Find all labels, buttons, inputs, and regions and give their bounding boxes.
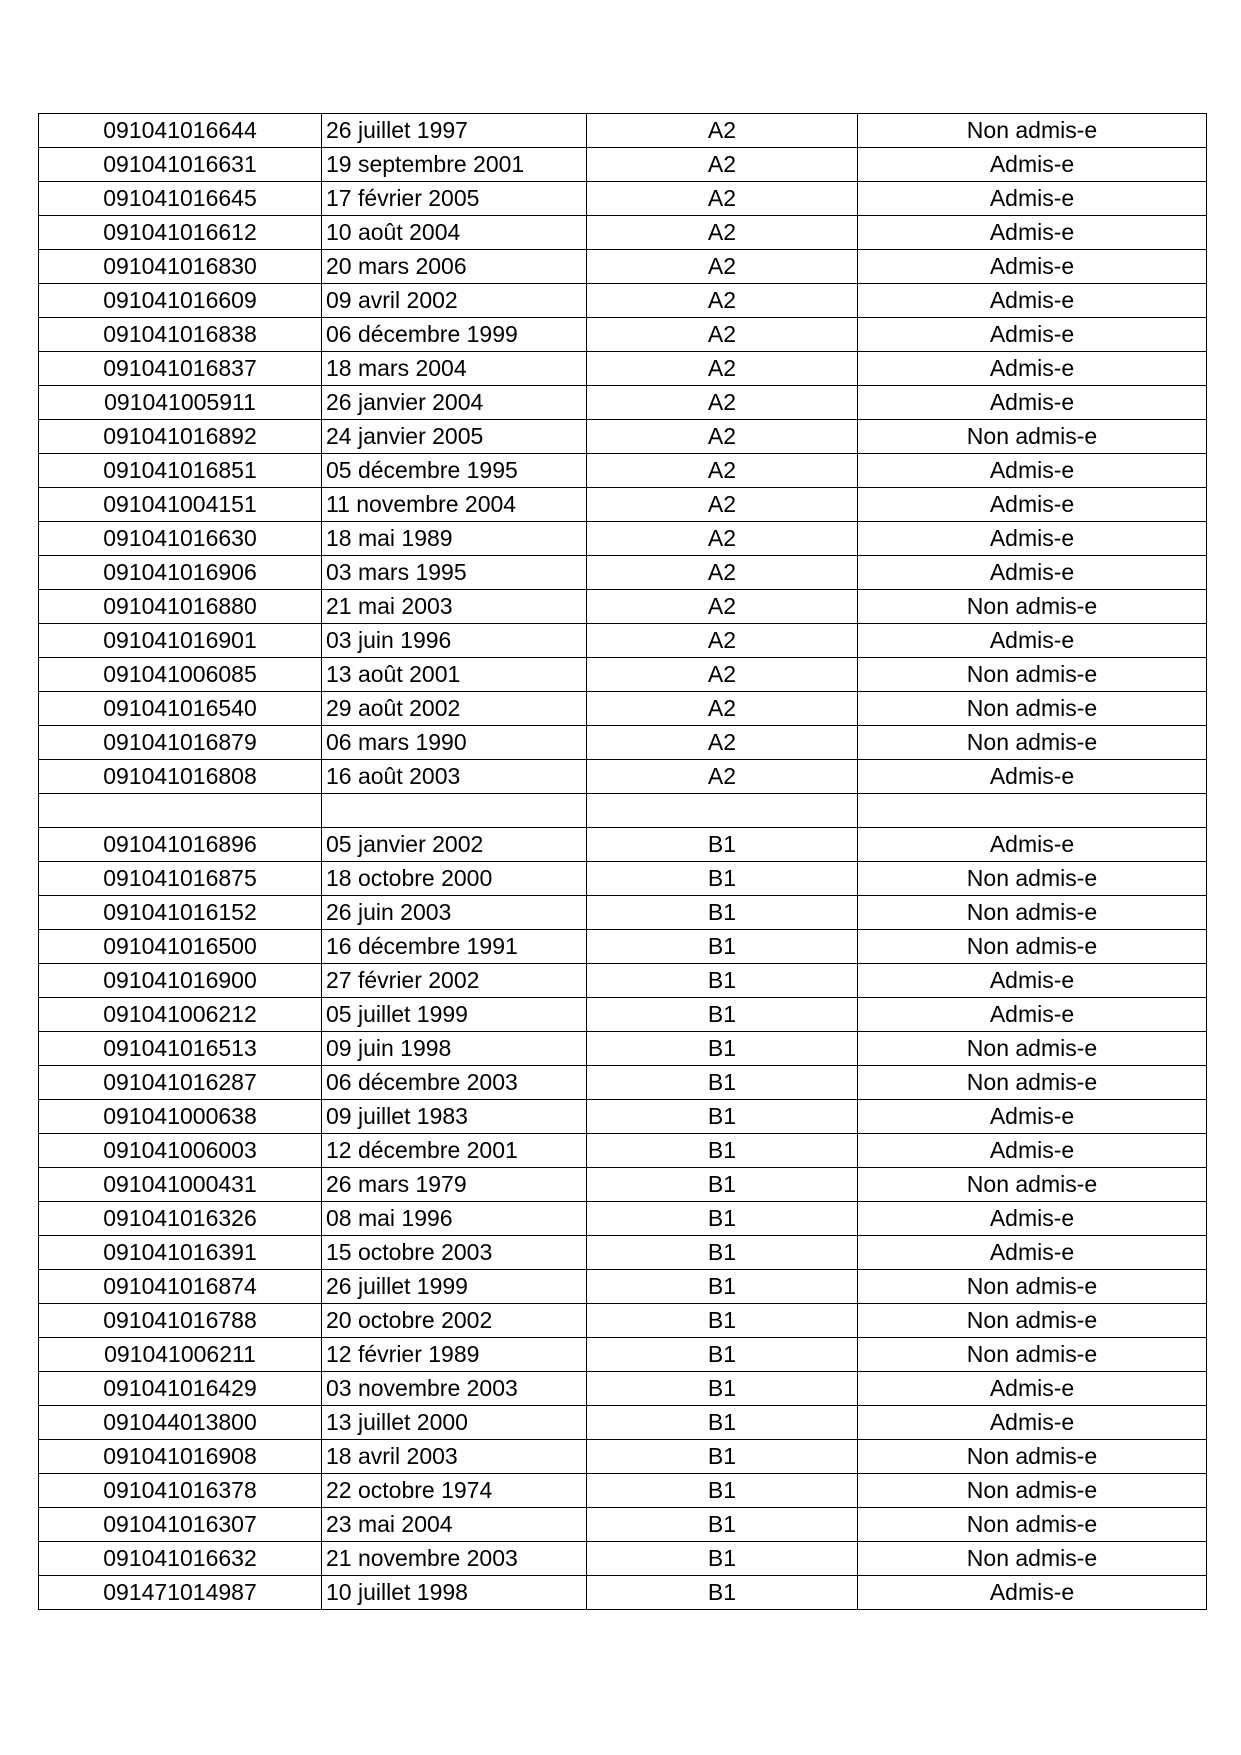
result-cell: Non admis-e [858,1474,1207,1508]
birth-date-cell: 18 avril 2003 [322,1440,587,1474]
level-cell: B1 [587,1270,858,1304]
table-row [39,1440,1207,1474]
level-cell: A2 [587,692,858,726]
result-cell: Non admis-e [858,658,1207,692]
level-cell: A2 [587,420,858,454]
level-cell: B1 [587,862,858,896]
table-row [39,522,1207,556]
table-row [39,692,1207,726]
birth-date-cell: 15 octobre 2003 [322,1236,587,1270]
table-row [39,828,1207,862]
table-row [39,420,1207,454]
result-cell: Admis-e [858,1576,1207,1610]
candidate-id-cell: 091471014987 [39,1576,322,1610]
result-cell: Admis-e [858,964,1207,998]
level-cell: B1 [587,1168,858,1202]
table-row [39,1406,1207,1440]
birth-date-cell: 06 mars 1990 [322,726,587,760]
birth-date-cell: 03 mars 1995 [322,556,587,590]
candidate-id-cell: 091041016540 [39,692,322,726]
level-cell: B1 [587,964,858,998]
result-cell: Admis-e [858,454,1207,488]
candidate-id-cell: 091041016879 [39,726,322,760]
result-cell: Non admis-e [858,1338,1207,1372]
candidate-id-cell: 091041016908 [39,1440,322,1474]
result-cell: Non admis-e [858,1168,1207,1202]
table-row [39,318,1207,352]
result-cell: Non admis-e [858,1304,1207,1338]
birth-date-cell: 18 mars 2004 [322,352,587,386]
level-cell: A2 [587,624,858,658]
table-row [39,1304,1207,1338]
result-cell: Admis-e [858,760,1207,794]
table-row [39,658,1207,692]
result-cell: Non admis-e [858,896,1207,930]
table-row [39,216,1207,250]
level-cell: A2 [587,114,858,148]
candidate-id-cell: 091041016851 [39,454,322,488]
birth-date-cell: 10 août 2004 [322,216,587,250]
level-cell: A2 [587,726,858,760]
candidate-id-cell: 091041006003 [39,1134,322,1168]
birth-date-cell: 03 juin 1996 [322,624,587,658]
level-cell: B1 [587,1100,858,1134]
table-row [39,624,1207,658]
level-cell: B1 [587,998,858,1032]
level-cell: B1 [587,828,858,862]
table-row [39,1338,1207,1372]
table-row [39,1100,1207,1134]
result-cell: Admis-e [858,148,1207,182]
candidate-id-cell: 091041016500 [39,930,322,964]
level-cell: B1 [587,1508,858,1542]
table-row [39,1066,1207,1100]
result-cell: Admis-e [858,1202,1207,1236]
candidate-id-cell: 091041006211 [39,1338,322,1372]
birth-date-cell: 17 février 2005 [322,182,587,216]
table-row [39,1576,1207,1610]
result-cell: Admis-e [858,1134,1207,1168]
birth-date-cell: 19 septembre 2001 [322,148,587,182]
table-row [39,1236,1207,1270]
result-cell: Non admis-e [858,114,1207,148]
level-cell: B1 [587,1372,858,1406]
birth-date-cell: 08 mai 1996 [322,1202,587,1236]
birth-date-cell: 13 juillet 2000 [322,1406,587,1440]
results-table-body [39,114,1207,1610]
result-cell: Admis-e [858,182,1207,216]
candidate-id-cell: 091041016152 [39,896,322,930]
birth-date-cell: 26 juillet 1997 [322,114,587,148]
candidate-id-cell: 091041016632 [39,1542,322,1576]
birth-date-cell: 22 octobre 1974 [322,1474,587,1508]
birth-date-cell: 23 mai 2004 [322,1508,587,1542]
result-cell: Non admis-e [858,726,1207,760]
birth-date-cell: 09 avril 2002 [322,284,587,318]
table-row [39,1168,1207,1202]
table-row [39,964,1207,998]
table-row [39,488,1207,522]
birth-date-cell: 05 décembre 1995 [322,454,587,488]
result-cell: Non admis-e [858,1270,1207,1304]
table-row [39,726,1207,760]
birth-date-cell: 26 juin 2003 [322,896,587,930]
result-cell [858,794,1207,828]
result-cell: Non admis-e [858,1542,1207,1576]
birth-date-cell: 21 mai 2003 [322,590,587,624]
result-cell: Admis-e [858,352,1207,386]
table-row [39,182,1207,216]
level-cell: A2 [587,182,858,216]
table-row [39,1270,1207,1304]
candidate-id-cell: 091041016830 [39,250,322,284]
birth-date-cell: 05 juillet 1999 [322,998,587,1032]
candidate-id-cell: 091041016429 [39,1372,322,1406]
level-cell: A2 [587,590,858,624]
candidate-id-cell: 091041016326 [39,1202,322,1236]
level-cell: B1 [587,1406,858,1440]
candidate-id-cell: 091041005911 [39,386,322,420]
candidate-id-cell: 091041006085 [39,658,322,692]
result-cell: Non admis-e [858,420,1207,454]
birth-date-cell: 27 février 2002 [322,964,587,998]
level-cell: A2 [587,352,858,386]
level-cell: A2 [587,318,858,352]
table-row [39,454,1207,488]
candidate-id-cell: 091041016378 [39,1474,322,1508]
birth-date-cell: 24 janvier 2005 [322,420,587,454]
table-row [39,760,1207,794]
table-row [39,590,1207,624]
birth-date-cell: 09 juin 1998 [322,1032,587,1066]
level-cell: B1 [587,930,858,964]
birth-date-cell: 20 octobre 2002 [322,1304,587,1338]
level-cell: A2 [587,556,858,590]
birth-date-cell: 21 novembre 2003 [322,1542,587,1576]
level-cell: A2 [587,250,858,284]
candidate-id-cell: 091041016612 [39,216,322,250]
table-row [39,1372,1207,1406]
candidate-id-cell: 091041016838 [39,318,322,352]
birth-date-cell: 26 janvier 2004 [322,386,587,420]
birth-date-cell: 03 novembre 2003 [322,1372,587,1406]
result-cell: Admis-e [858,284,1207,318]
result-cell: Admis-e [858,250,1207,284]
level-cell: B1 [587,1338,858,1372]
candidate-id-cell: 091041016892 [39,420,322,454]
result-cell: Admis-e [858,1236,1207,1270]
result-cell: Non admis-e [858,1508,1207,1542]
level-cell: A2 [587,488,858,522]
level-cell: B1 [587,1474,858,1508]
candidate-id-cell: 091041016900 [39,964,322,998]
birth-date-cell: 29 août 2002 [322,692,587,726]
candidate-id-cell: 091041016609 [39,284,322,318]
table-row [39,250,1207,284]
table-row [39,1474,1207,1508]
table-row [39,862,1207,896]
candidate-id-cell: 091041016630 [39,522,322,556]
birth-date-cell: 10 juillet 1998 [322,1576,587,1610]
level-cell: B1 [587,1542,858,1576]
birth-date-cell: 05 janvier 2002 [322,828,587,862]
birth-date-cell: 12 décembre 2001 [322,1134,587,1168]
birth-date-cell: 20 mars 2006 [322,250,587,284]
candidate-id-cell: 091041016287 [39,1066,322,1100]
birth-date-cell: 12 février 1989 [322,1338,587,1372]
level-cell: B1 [587,1440,858,1474]
candidate-id-cell: 091041000638 [39,1100,322,1134]
result-cell: Admis-e [858,998,1207,1032]
level-cell: B1 [587,896,858,930]
result-cell: Non admis-e [858,1440,1207,1474]
candidate-id-cell: 091041016906 [39,556,322,590]
level-cell: B1 [587,1236,858,1270]
birth-date-cell: 16 août 2003 [322,760,587,794]
candidate-id-cell: 091041016513 [39,1032,322,1066]
candidate-id-cell: 091041016837 [39,352,322,386]
candidate-id-cell: 091041016874 [39,1270,322,1304]
level-cell: B1 [587,1576,858,1610]
table-row [39,1508,1207,1542]
result-cell: Non admis-e [858,1066,1207,1100]
result-cell: Non admis-e [858,1032,1207,1066]
result-cell: Admis-e [858,386,1207,420]
candidate-id-cell: 091041016391 [39,1236,322,1270]
table-row [39,386,1207,420]
level-cell: B1 [587,1202,858,1236]
result-cell: Admis-e [858,556,1207,590]
level-cell: B1 [587,1032,858,1066]
table-row [39,896,1207,930]
result-cell: Non admis-e [858,930,1207,964]
result-cell: Admis-e [858,1100,1207,1134]
birth-date-cell: 06 décembre 2003 [322,1066,587,1100]
birth-date-cell: 13 août 2001 [322,658,587,692]
candidate-id-cell: 091044013800 [39,1406,322,1440]
result-cell: Admis-e [858,216,1207,250]
table-row [39,1134,1207,1168]
table-row [39,998,1207,1032]
candidate-id-cell: 091041016896 [39,828,322,862]
level-cell: A2 [587,386,858,420]
candidate-id-cell: 091041016644 [39,114,322,148]
birth-date-cell: 06 décembre 1999 [322,318,587,352]
birth-date-cell [322,794,587,828]
birth-date-cell: 09 juillet 1983 [322,1100,587,1134]
candidate-id-cell: 091041004151 [39,488,322,522]
result-cell: Non admis-e [858,692,1207,726]
birth-date-cell: 18 octobre 2000 [322,862,587,896]
table-row [39,794,1207,828]
result-cell: Non admis-e [858,862,1207,896]
level-cell: A2 [587,522,858,556]
result-cell: Admis-e [858,488,1207,522]
level-cell: B1 [587,1134,858,1168]
candidate-id-cell: 091041016631 [39,148,322,182]
level-cell: A2 [587,284,858,318]
result-cell: Non admis-e [858,590,1207,624]
birth-date-cell: 18 mai 1989 [322,522,587,556]
birth-date-cell: 26 juillet 1999 [322,1270,587,1304]
candidate-id-cell: 091041016875 [39,862,322,896]
candidate-id-cell: 091041016307 [39,1508,322,1542]
result-cell: Admis-e [858,624,1207,658]
level-cell: B1 [587,1304,858,1338]
table-row [39,284,1207,318]
level-cell: A2 [587,148,858,182]
table-row [39,352,1207,386]
level-cell: A2 [587,760,858,794]
result-cell: Admis-e [858,1406,1207,1440]
result-cell: Admis-e [858,1372,1207,1406]
candidate-id-cell: 091041000431 [39,1168,322,1202]
level-cell: A2 [587,658,858,692]
candidate-id-cell: 091041016808 [39,760,322,794]
table-row [39,556,1207,590]
table-row [39,114,1207,148]
table-row [39,1542,1207,1576]
table-row [39,930,1207,964]
result-cell: Admis-e [858,828,1207,862]
level-cell: A2 [587,454,858,488]
candidate-id-cell [39,794,322,828]
table-row [39,1202,1207,1236]
candidate-id-cell: 091041016880 [39,590,322,624]
level-cell [587,794,858,828]
candidate-id-cell: 091041016901 [39,624,322,658]
candidate-id-cell: 091041006212 [39,998,322,1032]
birth-date-cell: 26 mars 1979 [322,1168,587,1202]
birth-date-cell: 16 décembre 1991 [322,930,587,964]
level-cell: B1 [587,1066,858,1100]
candidate-id-cell: 091041016788 [39,1304,322,1338]
result-cell: Admis-e [858,318,1207,352]
table-row [39,1032,1207,1066]
birth-date-cell: 11 novembre 2004 [322,488,587,522]
table-row [39,148,1207,182]
result-cell: Admis-e [858,522,1207,556]
candidate-id-cell: 091041016645 [39,182,322,216]
level-cell: A2 [587,216,858,250]
results-table [38,113,1207,1610]
